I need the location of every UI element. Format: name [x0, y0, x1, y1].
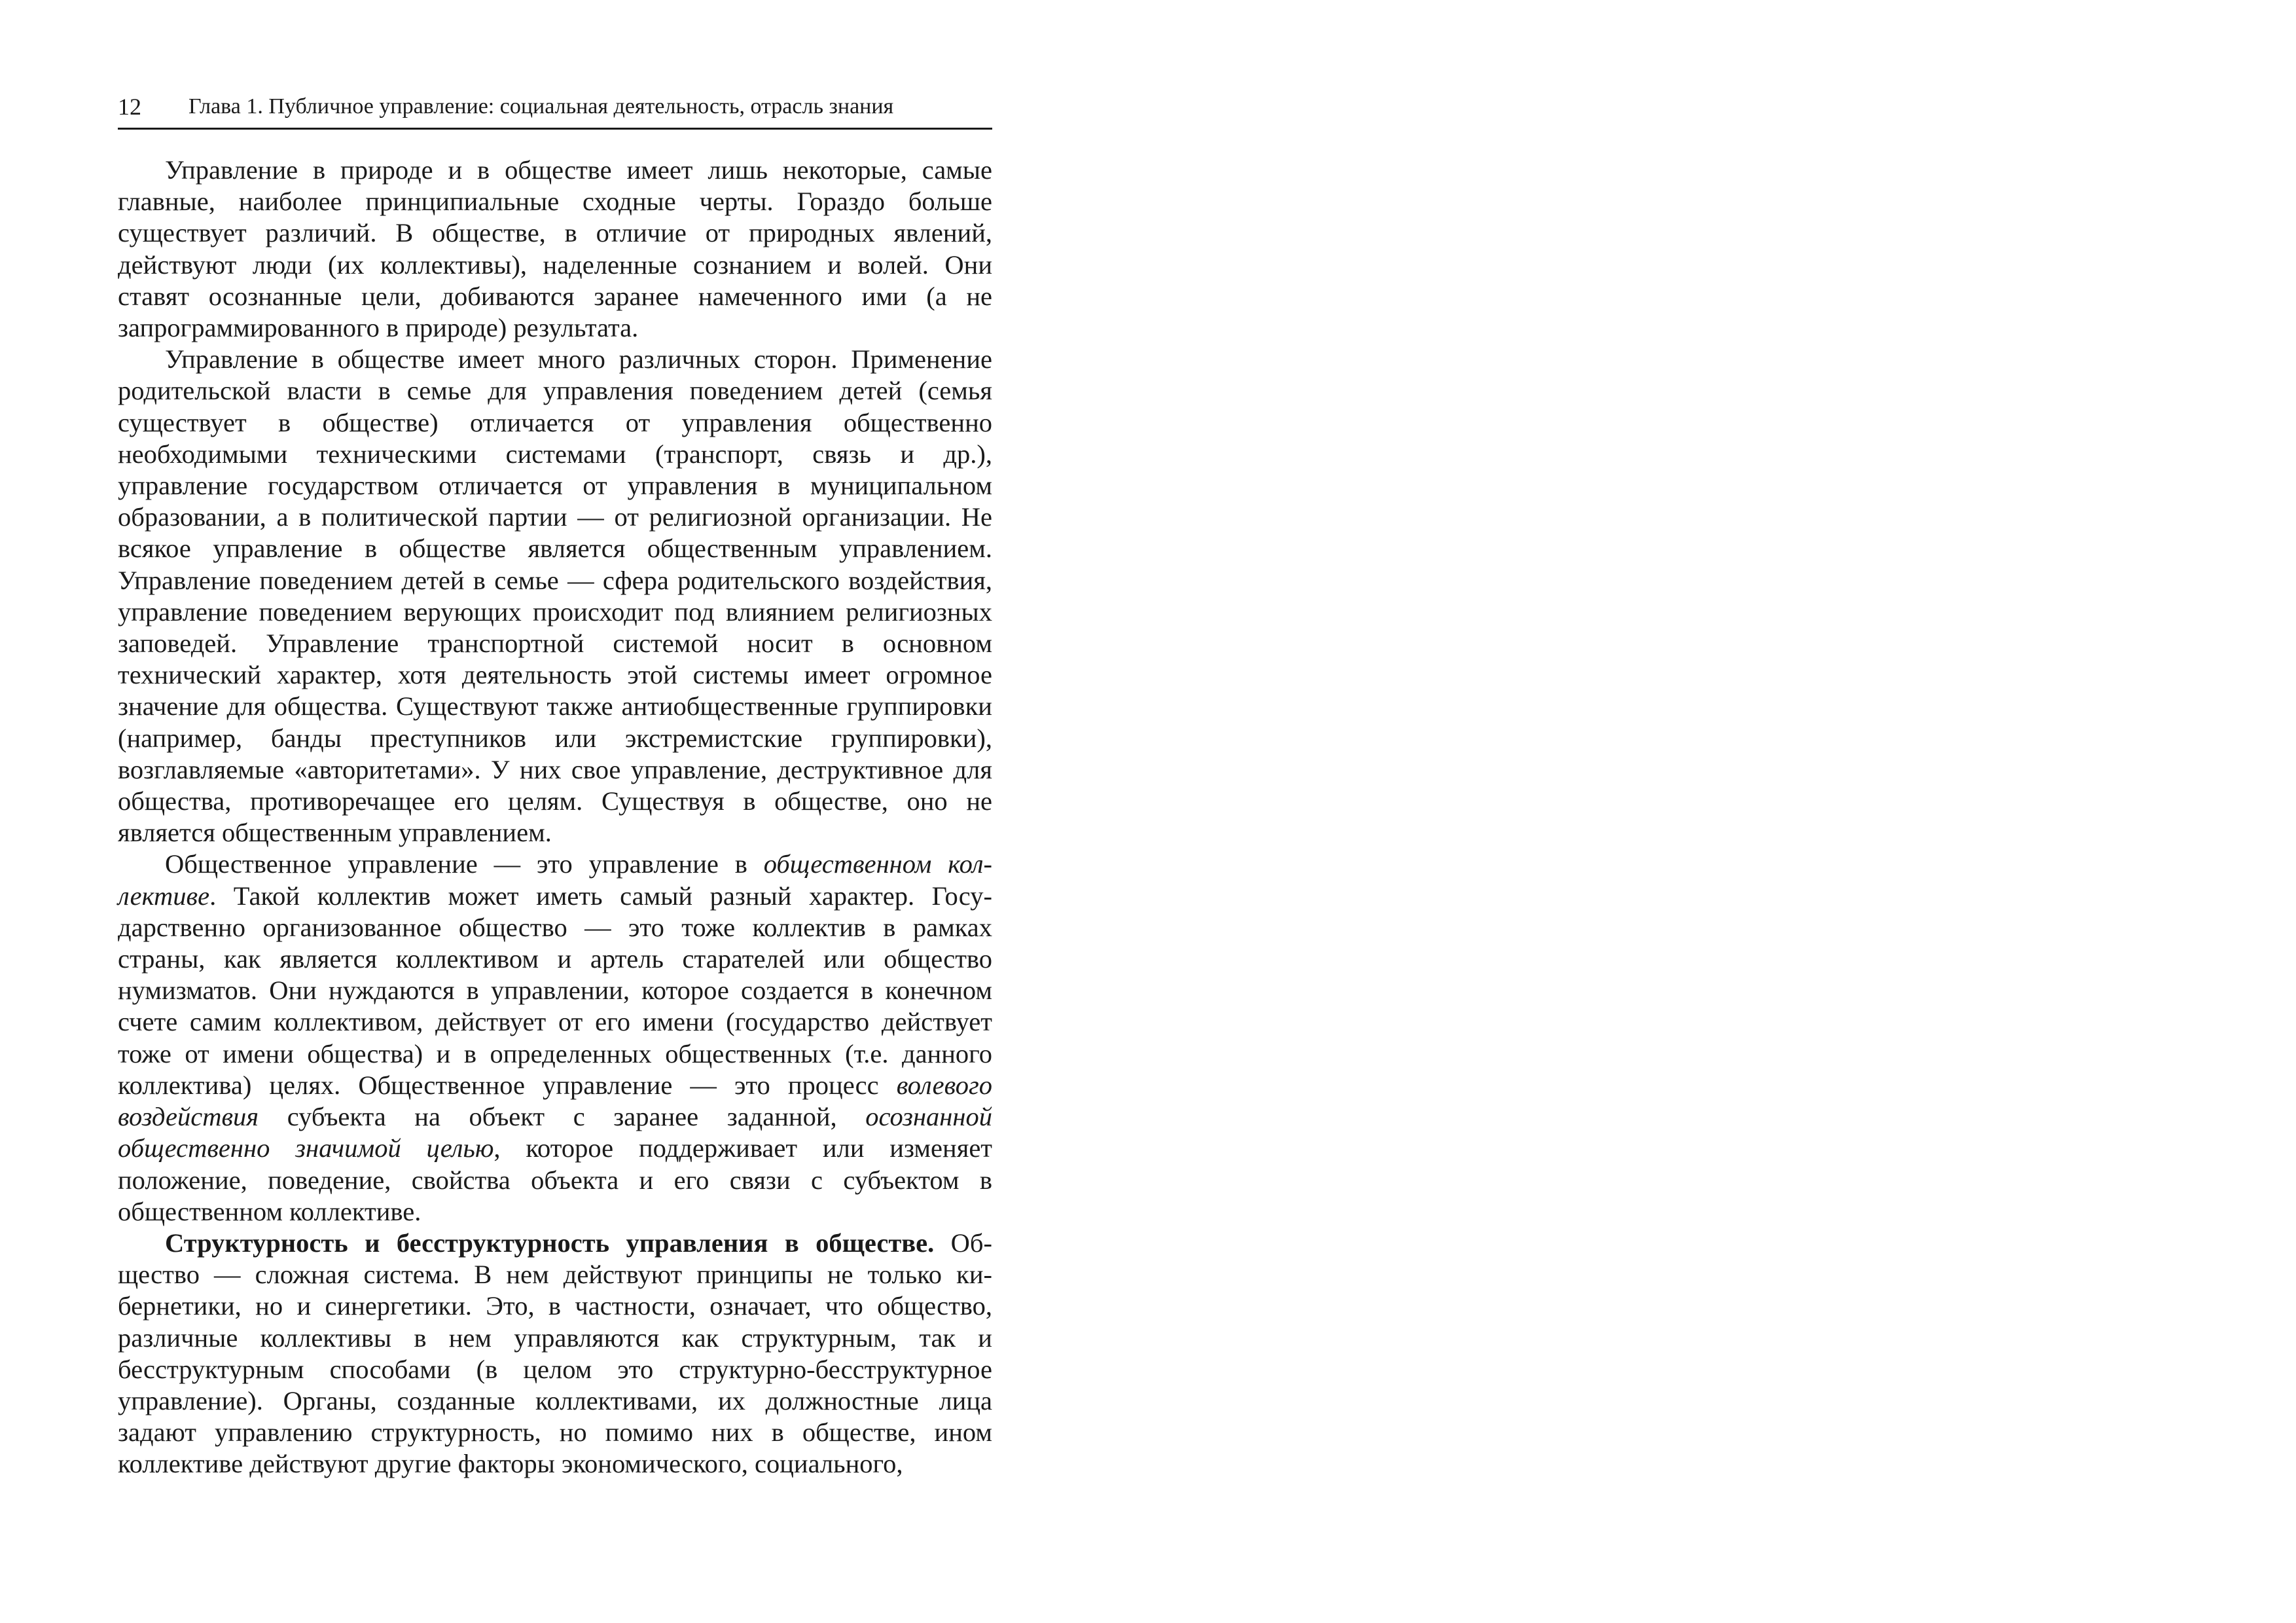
paragraph-3-italic-1: общественном коллективе: [118, 849, 992, 911]
paragraph-3-italic-3: осознанной общественно значимой целью: [118, 1102, 992, 1163]
body-text: [118, 155, 992, 1480]
running-header: [118, 91, 992, 130]
paragraph-3-text-4: , которое поддерживает или изменяет положение, поведение, свойства объекта и его связи с субъектом в общественном коллективе.: [118, 1133, 992, 1226]
section-heading-inline: Структурность и бесструктурность управления в обществе.: [165, 1228, 935, 1258]
paragraph-3-italic-2: волевого воздействия: [118, 1070, 992, 1132]
paragraph-2: Управление в обществе имеет много различных сторон. Применение родительской власти в семье для управления поведением детей (семья существует в обществе) отличается от управления общественно необходимыми техническими системами (транспорт, связь и др.), управление государством отличается от управления в муниципальном образовании, а в политической партии — от религиозной организации. Не всякое управление в обществе является общественным управлением. Управление поведением детей в семье — сфера родительского воздействия, управление поведением верующих происходит под влиянием религиозных заповедей. Управление транспортной системой носит в основном технический характер, хотя деятельность этой системы имеет огромное значение для общества. Существуют также антиобщественные группировки (например, банды преступников или экстремистские группировки), возглавляемые «авторитетами». У них свое управление, деструктивное для общества, противоречащее его целям. Существуя в обществе, оно не является общественным управлением.: [118, 344, 992, 848]
chapter-title: Глава 1. Публичное управление: социальная деятельность, отрасль знания: [188, 94, 894, 119]
page-number: 12: [118, 94, 141, 120]
paragraph-3: [118, 848, 992, 1227]
paragraph-3-text-1: Общественное управление — это управление в: [165, 849, 764, 879]
paragraph-1: Управление в природе и в обществе имеет лишь некоторые, самые главные, наиболее принципиальные сходные черты. Гораздо больше существует различий. В обществе, в отличие от природных явлений, действуют люди (их коллективы), наделенные сознанием и волей. Они ставят осознанные цели, добиваются заранее намеченного ими (а не запрограммированного в природе) результата.: [118, 155, 992, 343]
paragraph-4-text: Общество — сложная система. В нем действуют принципы не только кибернетики, но и синергетики. Это, в частности, означает, что общество, различные коллективы в нем управляются как структурным, так и бесструктурным способами (в целом это структурно-бесструктурное управление). Органы, созданные коллективами, их должностные лица задают управлению структурность, но помимо них в обществе, ином коллективе действуют другие факторы экономического, социального,: [118, 1228, 992, 1479]
right-page-blank: [1148, 0, 2296, 1623]
paragraph-3-text-2: . Такой коллектив может иметь самый разный характер. Государственно организованное общество — это тоже коллектив в рамках страны, как является коллективом и артель старателей или общество нумизматов. Они нуждаются в управлении, которое создается в конечном счете самим коллективом, действует от его имени (государство действует тоже от имени общества) и в определенных общественных (т.е. данного коллектива) целях. Общественное управление — это процесс: [118, 881, 992, 1100]
paragraph-3-text-3: субъекта на объект с заранее заданной,: [259, 1102, 866, 1132]
paragraph-4: [118, 1228, 992, 1480]
